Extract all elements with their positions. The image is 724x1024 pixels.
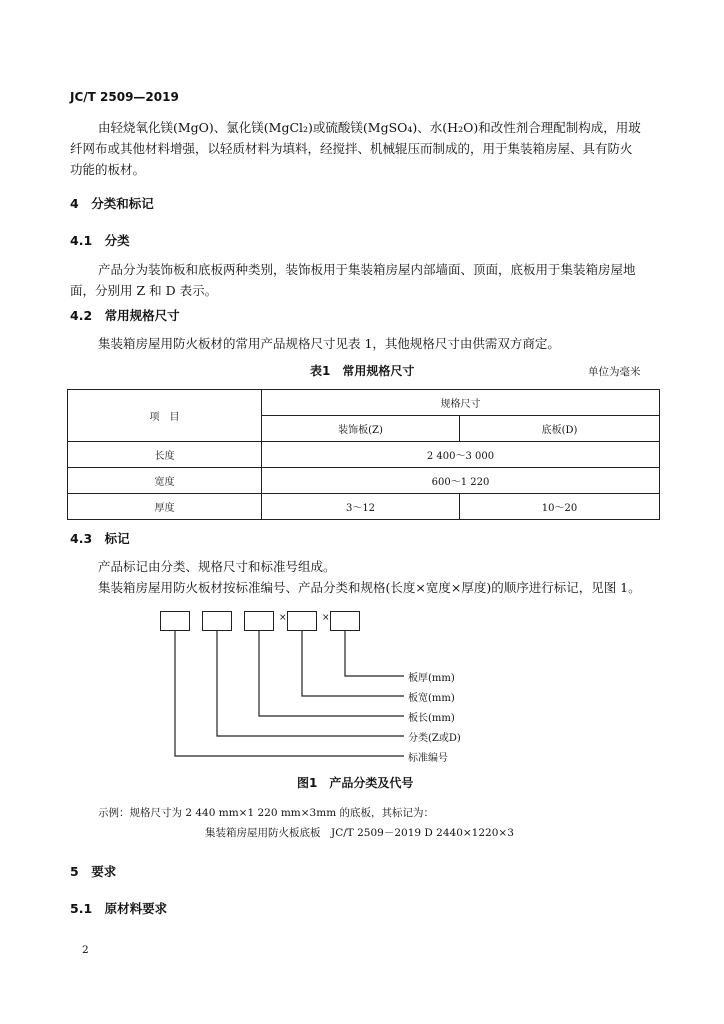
col-header-item: 项 目 <box>68 390 262 442</box>
section-4-1-line-2: 面，分别用 Z 和 D 表示。 <box>70 283 218 298</box>
section-4-1-line-1: 产品分为装饰板和底板两种类别，装饰板用于集装箱房屋内部墙面、顶面，底板用于集装箱房屋地 <box>98 262 636 277</box>
label-class: 分类(Z或D) <box>408 733 461 744</box>
label-thickness: 板厚(mm) <box>408 673 455 684</box>
figure-caption: 图1 产品分类及代号 <box>297 776 414 790</box>
label-length: 板长(mm) <box>408 713 455 724</box>
section-4-1-title: 4.1 分类 <box>70 233 130 248</box>
section-4-3-line-2: 集装箱房屋用防火板材按标准编号、产品分类和规格(长度×宽度×厚度)的顺序进行标记，见图 1。 <box>98 580 641 595</box>
table-unit: 单位为毫米 <box>588 366 641 378</box>
row-value-d: 10～20 <box>460 494 660 520</box>
label-standard: 标准编号 <box>408 753 448 764</box>
times-sign: × <box>322 613 330 623</box>
section-4-3-title: 4.3 标记 <box>70 531 130 546</box>
section-4-2-line-1: 集装箱房屋用防火板材的常用产品规格尺寸见表 1，其他规格尺寸由供需双方商定。 <box>98 336 560 351</box>
section-4-3-line-1: 产品标记由分类、规格尺寸和标准号组成。 <box>98 559 336 574</box>
example-line-1: 示例：规格尺寸为 2 440 mm×1 220 mm×3mm 的底板，其标记为： <box>98 807 434 819</box>
col-header-d: 底板(D) <box>460 416 660 442</box>
intro-line-3: 功能的板材。 <box>70 162 146 177</box>
row-value-z: 3～12 <box>262 494 460 520</box>
label-width: 板宽(mm) <box>408 693 455 704</box>
intro-line-1: 由轻烧氧化镁(MgO)、氯化镁(MgCl₂)或硫酸镁(MgSO₄)、水(H₂O)和改性剂合理配制构成，用玻 <box>98 120 641 135</box>
row-name: 厚度 <box>68 494 262 520</box>
example-line-2: 集装箱房屋用防火板底板 JC/T 2509－2019 D 2440×1220×3 <box>205 827 514 839</box>
row-value: 2 400～3 000 <box>262 442 660 468</box>
row-name: 长度 <box>68 442 262 468</box>
times-sign: × <box>279 613 287 623</box>
document-header: JC/T 2509—2019 <box>70 90 179 104</box>
col-header-z: 装饰板(Z) <box>262 416 460 442</box>
intro-line-2: 纤网布或其他材料增强，以轻质材料为填料，经搅拌、机械辊压而制成的，用于集装箱房屋、具有防火 <box>70 141 633 156</box>
section-4-title: 4 分类和标记 <box>70 196 154 211</box>
section-5-title: 5 要求 <box>70 864 117 879</box>
page-number: 2 <box>82 944 89 956</box>
section-5-1-title: 5.1 原材料要求 <box>70 901 168 916</box>
section-4-2-title: 4.2 常用规格尺寸 <box>70 308 180 323</box>
row-name: 宽度 <box>68 468 262 494</box>
table-caption: 表1 常用规格尺寸 <box>310 364 415 378</box>
row-value: 600～1 220 <box>262 468 660 494</box>
col-header-spec: 规格尺寸 <box>262 390 660 416</box>
